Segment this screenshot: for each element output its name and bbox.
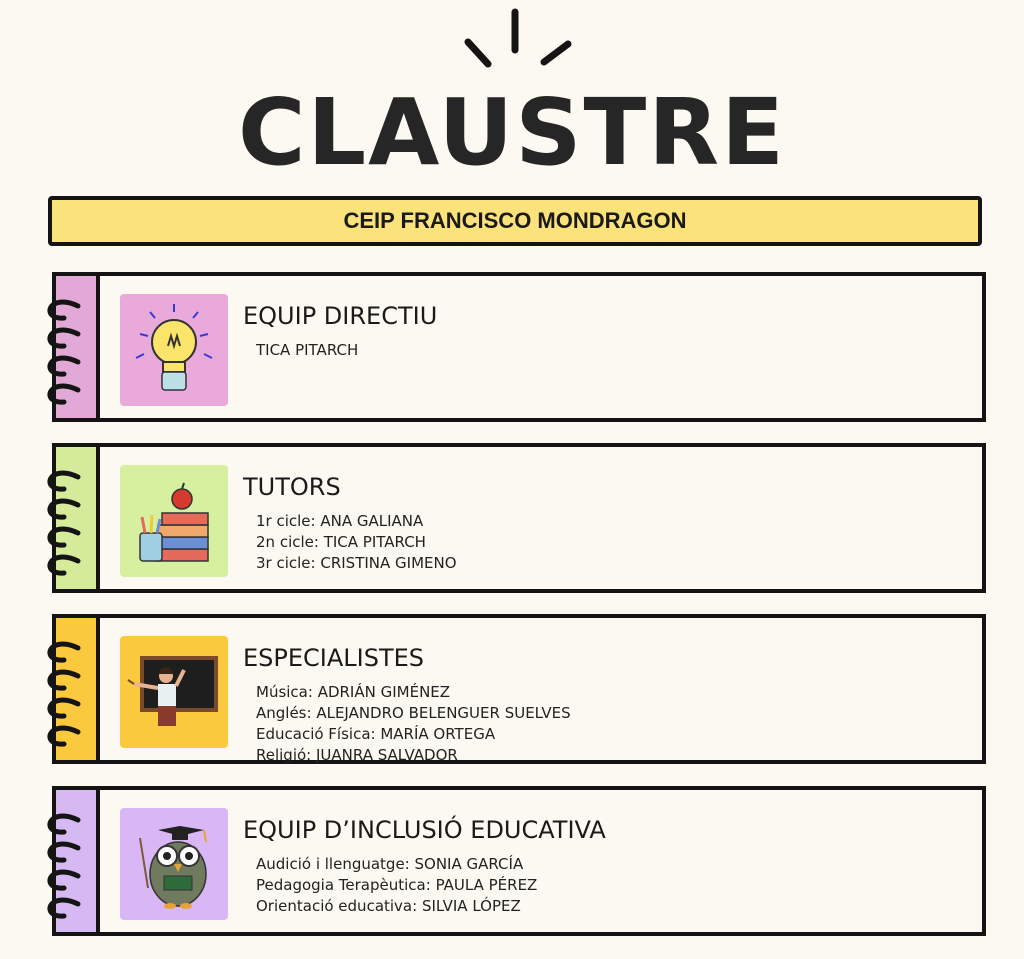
list-item: Audició i llenguatge: SONIA GARCÍA [256,855,524,873]
owl-icon [120,808,228,920]
section-list [256,340,358,361]
section-list [256,511,457,574]
list-item: Música: ADRIÁN GIMÉNEZ [256,683,451,701]
list-item: Religió: JUANRA SALVADOR [256,746,458,764]
list-item: Educació Física: MARÍA ORTEGA [256,725,496,743]
section-heading: ESPECIALISTES [243,644,425,672]
lightbulb-icon [120,294,228,406]
section-card-equip-directiu [52,272,986,422]
sparkle-icon [460,6,580,76]
section-heading: EQUIP D’INCLUSIÓ EDUCATIVA [243,816,606,844]
section-heading: TUTORS [243,473,341,501]
section-card-especialistes [52,614,986,764]
books-icon [120,465,228,577]
spiral-rings-icon [38,461,98,583]
section-list [256,854,537,917]
school-banner: CEIP FRANCISCO MONDRAGON [48,196,982,246]
section-card-tutors [52,443,986,593]
section-heading: EQUIP DIRECTIU [243,302,438,330]
section-card-inclusio [52,786,986,936]
spiral-rings-icon [38,632,98,754]
list-item: 1r cicle: ANA GALIANA [256,512,424,530]
section-list [256,682,571,766]
spiral-rings-icon [38,290,98,412]
teacher-icon [120,636,228,748]
list-item: TICA PITARCH [256,341,359,359]
page-title: CLAUSTRE [238,79,786,186]
list-item: 3r cicle: CRISTINA GIMENO [256,554,457,572]
spiral-rings-icon [38,804,98,926]
list-item: Anglés: ALEJANDRO BELENGUER SUELVES [256,704,571,722]
list-item: 2n cicle: TICA PITARCH [256,533,426,551]
list-item: Pedagogia Terapèutica: PAULA PÉREZ [256,876,538,894]
list-item: Orientació educativa: SILVIA LÓPEZ [256,897,521,915]
